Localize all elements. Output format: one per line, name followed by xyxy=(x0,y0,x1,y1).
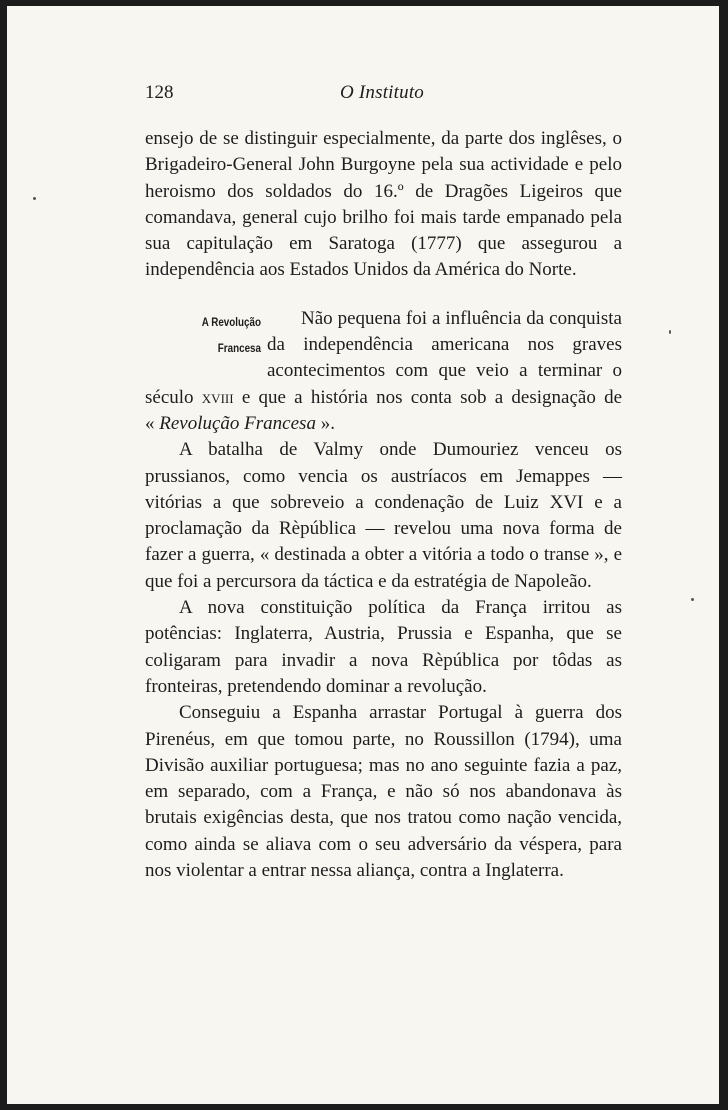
section-revolucao-francesa xyxy=(145,306,622,437)
intro-text-cont: e que a história nos conta sob a designação de xyxy=(241,386,623,408)
paragraph-espanha: Conseguiu a Espanha arrastar Portugal à guerra dos Pirenéus, em que tomou parte, no Roussillon (1794), uma Divisão auxiliar portuguesa; mas no ano seguinte fazia a paz, em separado, com a França, e não só nos abandonava às brutais exigências desta, que nos tratou como nação vencida, como ainda se aliava com o seu adversário da véspera, para nos violentar a entrar nessa aliança, contra a Inglaterra. xyxy=(145,702,622,882)
intro-text: Não pequena foi a influência da conquista da independência americana nos graves acontecimentos com que veio a terminar o século xyxy=(145,307,622,408)
scan-speck xyxy=(691,598,694,601)
section-gap xyxy=(145,284,622,306)
margin-note-line: Francesa xyxy=(217,341,261,356)
scan-speck xyxy=(33,197,36,200)
running-title: O Instituto xyxy=(340,82,425,103)
emphasis-title: Revolução Francesa xyxy=(159,412,316,434)
running-head xyxy=(145,74,622,103)
margin-note xyxy=(163,309,261,379)
page-number: 128 xyxy=(145,82,174,103)
century-numeral: xviii xyxy=(201,386,234,408)
page-content xyxy=(145,74,622,884)
paragraph-valmy: A batalha de Valmy onde Dumouriez venceu os prussianos, como vencia os austríacos em Jemappes — vitórias a que sobreveio a condenação de Luiz XVI e a proclamação da Rèpública — revelou uma nova forma de fazer a guerra, « destinada a obter a vitória a todo o transe », e que foi a percursora da táctica e da estratégia de Napoleão. xyxy=(145,439,622,592)
quote-close: ». xyxy=(320,412,335,434)
margin-note-line: A Revolução xyxy=(201,314,261,329)
paragraph-continuation: ensejo de se distinguir especialmente, da parte dos inglêses, o Brigadeiro-General John Burgoyne pela sua actividade e pelo heroismo dos soldados do 16.º de Dragões Ligeiros que comandava, general cujo brilho foi mais tarde empanado pela sua capitulação em Saratoga (1777) que assegurou a independência aos Estados Unidos da América do Norte. xyxy=(145,128,622,281)
paragraph-constituicao: A nova constituição política da França irritou as potências: Inglaterra, Austria, Prussia e Espanha, que se coligaram para invadir a nova Rèpública por tôdas as fronteiras, pretendendo dominar a revolução. xyxy=(145,597,622,697)
scan-speck xyxy=(669,330,671,334)
quote-open: « xyxy=(145,412,155,434)
book-page xyxy=(7,6,719,1104)
